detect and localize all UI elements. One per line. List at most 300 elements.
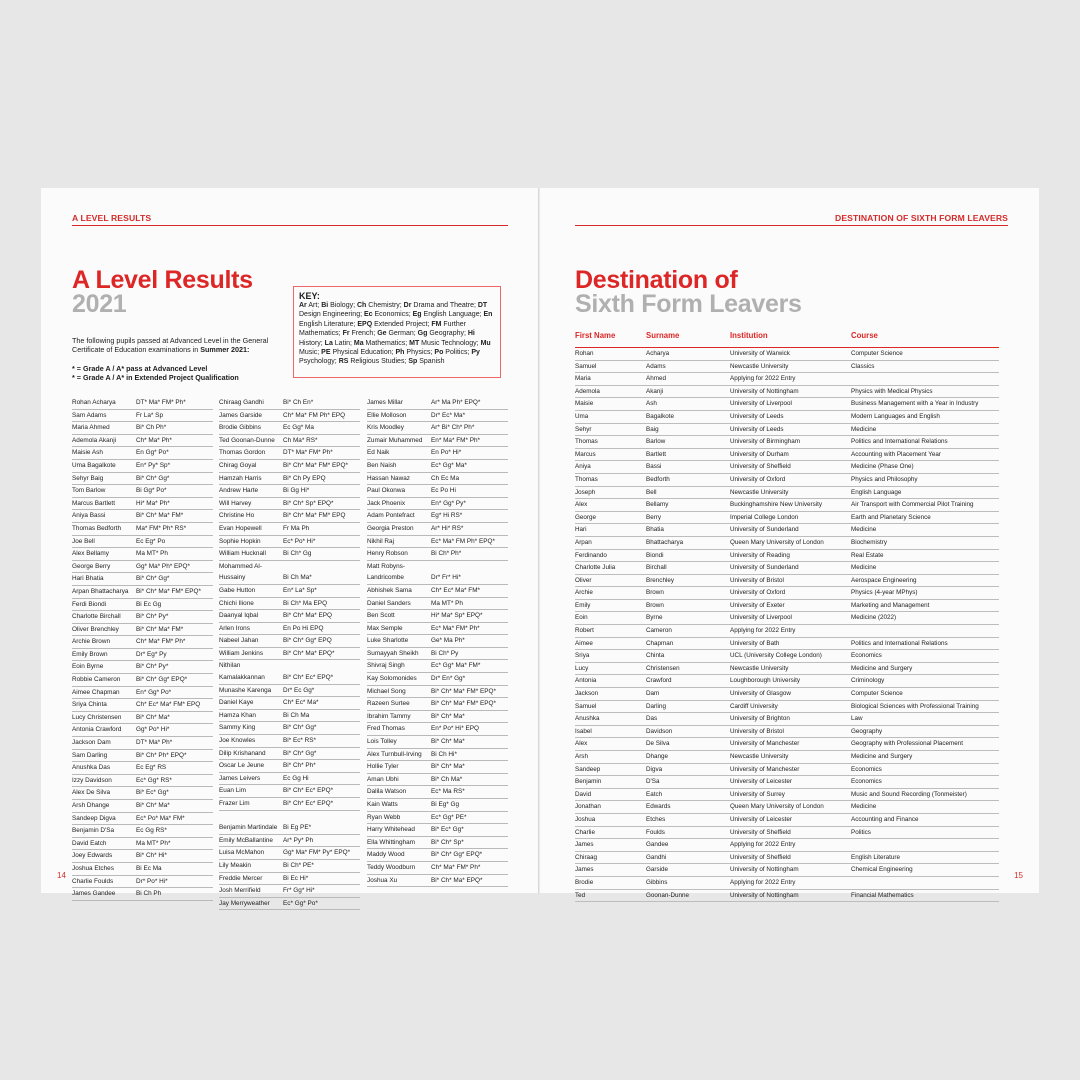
result-row — [72, 460, 213, 473]
first-name-cell: Isabel — [575, 727, 592, 735]
result-row — [367, 598, 508, 611]
surname-cell: Gandhi — [646, 853, 667, 861]
table-row — [575, 864, 999, 877]
course-cell: Chemical Engineering — [851, 866, 913, 874]
first-name-cell: Ferdinando — [575, 551, 607, 559]
pupil-name: Luke Sharlotte — [367, 637, 409, 645]
result-row — [367, 397, 508, 410]
result-row — [72, 737, 213, 750]
table-row — [575, 411, 999, 424]
first-name-cell: Emily — [575, 601, 591, 609]
pupil-name: Eoin Byrne — [72, 663, 104, 671]
course-cell: Classics — [851, 362, 875, 370]
pupil-name: Nabeel Jahan — [219, 637, 259, 645]
header-surname: Surname — [646, 331, 680, 340]
pupil-name: Charlie Foulds — [72, 877, 114, 885]
title-line-1: A Level Results — [72, 266, 253, 294]
course-cell: Medicine (Phase One) — [851, 463, 914, 471]
result-row — [367, 510, 508, 523]
pupil-grades: DT* Ma* FM* Ph* — [283, 449, 333, 457]
intro-bold: Summer 2021: — [200, 345, 250, 355]
result-row — [72, 573, 213, 586]
surname-cell: Bassi — [646, 463, 662, 471]
pupil-name: Aimee Chapman — [72, 688, 120, 696]
first-name-cell: Sehyr — [575, 425, 592, 433]
institution-cell: University of Leeds — [730, 412, 784, 420]
surname-cell: Adams — [646, 362, 666, 370]
surname-cell: Bartlett — [646, 450, 666, 458]
first-name-cell: Joseph — [575, 488, 596, 496]
pupil-name: Uma Bagalkote — [72, 461, 116, 469]
result-row — [72, 485, 213, 498]
course-cell: Economics — [851, 652, 882, 660]
pupil-grades: Ch* Ec* Ma* — [283, 699, 319, 707]
first-name-cell: Brodie — [575, 878, 594, 886]
first-name-cell: Ademola — [575, 387, 600, 395]
pupil-name: Gabe Hutton — [219, 586, 256, 594]
table-row — [575, 512, 999, 525]
pupil-grades: Bi* Ch* Ma* — [136, 713, 170, 721]
pupil-grades: DT* Ma* Ph* — [136, 739, 173, 747]
first-name-cell: Samuel — [575, 702, 597, 710]
institution-cell: Applying for 2022 Entry — [730, 841, 796, 849]
pupil-name: Aman Ubhi — [367, 775, 399, 783]
table-row — [575, 436, 999, 449]
pupil-grades: Bi* Ch Ph* — [136, 424, 167, 432]
result-row — [219, 485, 360, 498]
result-row — [367, 673, 508, 686]
pupil-grades: Ec* Ma RS* — [431, 788, 465, 796]
pupil-name: Kris Moodley — [367, 424, 404, 432]
pupil-name: Ibrahim Tammy — [367, 712, 411, 720]
institution-cell: UCL (University College London) — [730, 652, 822, 660]
pupil-name: Emily Brown — [72, 650, 108, 658]
course-cell: Marketing and Management — [851, 601, 930, 609]
pupil-name: Sehyr Baig — [72, 474, 104, 482]
course-cell: Air Transport with Commercial Pilot Training — [851, 501, 974, 509]
result-row — [72, 410, 213, 423]
pupil-grades: Eg* Hi RS* — [431, 512, 463, 520]
title-line-2: 2021 — [72, 290, 127, 318]
pupil-name: Zumair Muhammed — [367, 436, 423, 444]
result-row — [72, 586, 213, 599]
pupil-grades: Bi* Ch* Gg* — [283, 749, 317, 757]
result-row — [367, 635, 508, 648]
result-row — [367, 799, 508, 812]
surname-cell: Edwards — [646, 803, 671, 811]
result-row — [219, 598, 360, 611]
pupil-name: Joe Knowles — [219, 737, 256, 745]
result-row — [219, 811, 360, 835]
result-row — [367, 875, 508, 888]
pupil-grades: Bi Ch* Ma EPQ — [283, 599, 328, 607]
table-row — [575, 373, 999, 386]
result-row — [219, 410, 360, 423]
pupil-grades: Bi* Ch* Gg* EPQ — [283, 637, 332, 645]
table-row — [575, 386, 999, 399]
institution-cell: University of Birmingham — [730, 438, 800, 446]
pupil-grades: Bi* Ch* Gg* EPQ* — [136, 676, 188, 684]
result-row — [72, 447, 213, 460]
page-number: 14 — [57, 871, 66, 880]
course-cell: Biochemistry — [851, 538, 888, 546]
pupil-grades: Bi Ch* Py — [431, 649, 459, 657]
pupil-name: Sandeep Digva — [72, 814, 116, 822]
pupil-grades: Bi* Ch* Ma* EPQ* — [283, 649, 335, 657]
result-row — [367, 473, 508, 486]
result-row — [367, 585, 508, 598]
pupil-name: Freddie Mercer — [219, 874, 263, 882]
institution-cell: University of Leicester — [730, 778, 792, 786]
pupil-grades: Ch* Ma* FM* Ph* — [431, 863, 481, 871]
pupil-name: Paul Okonwa — [367, 487, 406, 495]
table-row — [575, 852, 999, 865]
pupil-name: Kay Solomonides — [367, 675, 417, 683]
result-row — [219, 697, 360, 710]
pupil-grades: Bi* Ch* Ma* FM* EPQ* — [431, 687, 496, 695]
surname-cell: D'Sa — [646, 778, 660, 786]
table-row — [575, 612, 999, 625]
pupil-grades: Ec* Ma* FM* Ph* — [431, 624, 480, 632]
pupil-name: Lucy Christensen — [72, 713, 122, 721]
header-course: Course — [851, 331, 878, 340]
pupil-grades: Gg* Ma* Ph* EPQ* — [136, 562, 190, 570]
course-cell: Economics — [851, 778, 882, 786]
pupil-grades: Ge* Ma Ph* — [431, 637, 465, 645]
surname-cell: Cameron — [646, 627, 672, 635]
pupil-name: Lois Tolley — [367, 738, 397, 746]
surname-cell: Ash — [646, 400, 657, 408]
pupil-grades: Gg* Ma* FM* Py* EPQ* — [283, 849, 351, 857]
table-row — [575, 562, 999, 575]
result-row — [219, 422, 360, 435]
page-number: 15 — [1014, 871, 1023, 880]
first-name-cell: Charlie — [575, 828, 595, 836]
table-row — [575, 738, 999, 751]
pupil-grades: Ec* Gg* PE* — [431, 813, 467, 821]
surname-cell: Das — [646, 715, 658, 723]
pupil-grades: Bi* Ec* Gg* — [431, 826, 464, 834]
result-row — [72, 813, 213, 826]
pupil-name: Ben Scott — [367, 612, 395, 620]
course-cell: Politics and International Relations — [851, 438, 948, 446]
pupil-grades: Bi Gg Hi* — [283, 487, 310, 495]
first-name-cell: George — [575, 513, 597, 521]
pupil-name: Joshua Etches — [72, 864, 114, 872]
institution-cell: University of Oxford — [730, 475, 786, 483]
pupil-name: Frazer Lim — [219, 800, 250, 807]
pupil-grades: Bi* Ec* RS* — [283, 737, 317, 745]
pupil-grades: En* Ma* FM* Ph* — [431, 436, 481, 444]
pupil-grades: Bi Ch Ph — [136, 890, 162, 898]
institution-cell: University of Bristol — [730, 727, 784, 735]
pupil-name: Sam Darling — [72, 751, 108, 759]
result-row — [367, 749, 508, 762]
pupil-name: Aniya Bassi — [72, 512, 106, 520]
first-name-cell: Benjamin — [575, 778, 602, 786]
pupil-name: Ryan Webb — [367, 813, 401, 821]
first-name-cell: Thomas — [575, 475, 598, 483]
pupil-name: Brodie Gibbins — [219, 424, 261, 432]
pupil-name: Lily Meakin — [219, 861, 251, 869]
pupil-name: Robbie Cameron — [72, 676, 121, 684]
pupil-name: Archie Brown — [72, 638, 111, 646]
first-name-cell: Maria — [575, 375, 591, 383]
pupil-grades: Ec* Gg* Ma* FM* — [431, 662, 481, 670]
destinations-table — [575, 331, 999, 902]
pupil-grades: En* Py* Sp* — [136, 461, 171, 469]
results-column-2 — [219, 397, 360, 910]
institution-cell: Buckinghamshire New University — [730, 501, 823, 509]
page-title — [575, 268, 802, 316]
institution-cell: University of Nottingham — [730, 866, 799, 874]
institution-cell: Newcastle University — [730, 488, 789, 496]
pupil-grades: Bi* Ch* Ec* EPQ* — [283, 800, 334, 807]
result-row — [219, 460, 360, 473]
pupil-grades: Bi* Ch Ma* — [431, 775, 463, 783]
course-cell: Physics with Medical Physics — [851, 387, 933, 395]
result-row — [72, 473, 213, 486]
pupil-grades: Bi* Ch* Ph* EPQ* — [136, 751, 187, 759]
header-first-name: First Name — [575, 331, 616, 340]
pupil-name: Ed Naik — [367, 449, 390, 457]
result-row — [219, 860, 360, 873]
course-cell: Modern Languages and English — [851, 412, 940, 420]
key-text: Ar Art; Bi Biology; Ch Chemistry; Dr Drama and Theatre; DT Design Engineering; Ec Economics; Eg English Language; En English Literature; EPQ Extended Project; FM Further Mathematics; Fr French; Ge German; Gg Geography; Hi History; La Latin; Ma Mathematics; MT Music Technology; Mu Music; PE Physical Education; Ph Physics; Po Politics; Py Psychology; RS Religious Studies; Sp Spanish — [299, 302, 493, 366]
result-row — [219, 885, 360, 898]
pupil-name: Teddy Woodburn — [367, 863, 416, 871]
pupil-grades: Ma MT* Ph* — [136, 839, 171, 847]
pupil-grades: Bi Gg* Po* — [136, 487, 167, 495]
pupil-grades: Ec* Gg* Po* — [283, 899, 318, 907]
result-row — [367, 460, 508, 473]
pupil-name: Joe Bell — [72, 537, 95, 545]
grade-note-2: * = Grade A / A* in Extended Project Qualification — [72, 373, 239, 383]
table-row — [575, 499, 999, 512]
pupil-grades: Fr Ma Ph — [283, 524, 310, 532]
pupil-name: Maisie Ash — [72, 449, 103, 457]
header-rule — [72, 225, 508, 226]
pupil-grades: Ec Po Hi — [431, 487, 456, 495]
result-row — [219, 847, 360, 860]
result-row — [219, 760, 360, 773]
pupil-name: Matt Robyns-Landricombe — [367, 562, 406, 582]
pupil-name: Ferdi Biondi — [72, 600, 107, 608]
table-row — [575, 474, 999, 487]
pupil-grades: Bi* Ch* Ma* FM* EPQ* — [431, 700, 496, 708]
pupil-name: Henry Robson — [367, 550, 408, 558]
grade-notes — [72, 364, 302, 383]
result-row — [367, 812, 508, 825]
pupil-name: James Garside — [219, 411, 262, 419]
table-row — [575, 461, 999, 474]
pupil-name: Alex De Silva — [72, 789, 111, 797]
result-row — [72, 498, 213, 511]
institution-cell: University of Nottingham — [730, 387, 799, 395]
result-row — [367, 723, 508, 736]
pupil-name: Alex Turnbull-Irving — [367, 750, 422, 758]
surname-cell: Bagalkote — [646, 412, 675, 420]
pupil-name: Michael Song — [367, 687, 406, 695]
surname-cell: Crawford — [646, 677, 672, 685]
pupil-grades: Bi Ch Hi* — [431, 750, 457, 758]
surname-cell: Akanji — [646, 387, 664, 395]
pupil-name: Sophie Hopkin — [219, 537, 261, 545]
pupil-name: Izzy Davidson — [72, 776, 112, 784]
pupil-grades: Gg* Po* Hi* — [136, 726, 170, 734]
result-row — [219, 735, 360, 748]
pupil-grades: En Gg* Po* — [136, 449, 169, 457]
surname-cell: Ahmed — [646, 375, 666, 383]
pupil-name: David Eatch — [72, 839, 107, 847]
pupil-grades: Bi Eg* Gg — [431, 801, 460, 808]
institution-cell: University of Sheffield — [730, 463, 791, 471]
surname-cell: Baig — [646, 425, 659, 433]
pupil-grades: Bi Ch* Ph* — [431, 550, 462, 558]
result-row — [367, 523, 508, 536]
table-row — [575, 764, 999, 777]
course-cell: Medicine — [851, 526, 877, 534]
result-row — [219, 660, 360, 684]
pupil-name: Benjamin D'Sa — [72, 827, 115, 835]
table-row — [575, 789, 999, 802]
running-head: DESTINATION OF SIXTH FORM LEAVERS — [835, 213, 1008, 223]
result-row — [367, 561, 508, 585]
course-cell: Computer Science — [851, 350, 903, 357]
first-name-cell: Jackson — [575, 690, 599, 698]
institution-cell: University of Reading — [730, 551, 790, 559]
course-cell: Financial Mathematics — [851, 891, 914, 899]
course-cell: Medicine — [851, 564, 877, 572]
course-cell — [851, 625, 999, 637]
first-name-cell: Samuel — [575, 362, 597, 370]
result-row — [72, 787, 213, 800]
institution-cell: University of Leicester — [730, 815, 792, 823]
pupil-name: Hamza Khan — [219, 711, 256, 719]
pupil-grades: Ec Gg Hi — [283, 774, 309, 782]
table-header — [575, 331, 999, 348]
pupil-name: James Gandee — [72, 890, 116, 898]
table-row — [575, 550, 999, 563]
course-cell: Medicine (2022) — [851, 614, 897, 622]
pupil-grades: Bi Ch* Gg — [283, 550, 312, 558]
left-page — [41, 188, 539, 907]
pupil-name: Euan Lim — [219, 787, 246, 795]
pupil-grades: Bi* Ch* Sp* EPQ* — [283, 499, 334, 507]
surname-cell: Foulds — [646, 828, 665, 836]
pupil-grades: Ec* Ma* FM Ph* EPQ* — [431, 537, 495, 545]
result-row — [72, 397, 213, 410]
header-institution: Institution — [730, 331, 768, 340]
result-row — [219, 447, 360, 460]
first-name-cell: Chiraag — [575, 853, 598, 861]
result-row — [72, 548, 213, 561]
result-row — [219, 685, 360, 698]
result-row — [72, 800, 213, 813]
table-row — [575, 801, 999, 814]
result-row — [367, 610, 508, 623]
result-row — [367, 435, 508, 448]
pupil-name: Arsh Dhange — [72, 802, 110, 809]
institution-cell: Applying for 2022 Entry — [730, 627, 796, 635]
table-row — [575, 424, 999, 437]
institution-cell: University of Glasgow — [730, 690, 791, 698]
course-cell: Aerospace Engineering — [851, 576, 917, 584]
pupil-name: Jackson Dam — [72, 739, 111, 747]
course-cell: Politics — [851, 828, 871, 836]
pupil-grades: Bi* Ch* Ma* — [136, 802, 170, 809]
table-row — [575, 663, 999, 676]
pupil-name: Anushka Das — [72, 764, 111, 772]
table-row — [575, 713, 999, 726]
result-row — [367, 786, 508, 799]
first-name-cell: Arsh — [575, 753, 588, 760]
result-row — [367, 698, 508, 711]
result-row — [72, 649, 213, 662]
pupil-grades: Bi Ch Ma* — [283, 574, 312, 582]
first-name-cell: Arpan — [575, 538, 592, 546]
result-row — [219, 710, 360, 723]
course-cell: English Literature — [851, 853, 901, 861]
first-name-cell: Alex — [575, 740, 588, 748]
first-name-cell: Sriya — [575, 652, 590, 660]
course-cell: Accounting with Placement Year — [851, 450, 941, 458]
pupil-grades: Ch* Ma* Ph* — [136, 436, 172, 444]
result-row — [72, 523, 213, 536]
pupil-name: Chiraag Gandhi — [219, 399, 264, 406]
pupil-grades: Ch Ma* RS* — [283, 436, 318, 444]
result-row — [72, 750, 213, 763]
pupil-name: Daanyal Iqbal — [219, 612, 259, 620]
surname-cell: Bhattacharya — [646, 538, 684, 546]
pupil-name: James Leivers — [219, 774, 261, 782]
pupil-grades: Dr* Eg* Py — [136, 650, 167, 658]
result-row — [367, 447, 508, 460]
pupil-grades: Bi* Ch* Gg* — [283, 724, 317, 732]
surname-cell: Chinta — [646, 652, 665, 660]
table-row — [575, 600, 999, 613]
result-row — [367, 686, 508, 699]
result-row — [72, 724, 213, 737]
first-name-cell: Uma — [575, 412, 589, 420]
pupil-name: George Berry — [72, 562, 111, 570]
pupil-grades: Bi* Ch* Ma* FM* EPQ* — [136, 587, 201, 595]
pupil-grades: En* Gg* Po* — [136, 688, 172, 696]
pupil-name: Arpan Bhattacharya — [72, 587, 129, 595]
result-row — [219, 635, 360, 648]
pupil-grades: Ch Ec Ma — [431, 474, 460, 482]
institution-cell: Applying for 2022 Entry — [730, 878, 796, 886]
first-name-cell: Archie — [575, 589, 593, 597]
page-title — [72, 268, 253, 316]
table-row — [575, 650, 999, 663]
pupil-grades: En Po Hi EPQ — [283, 624, 324, 632]
pupil-name: Adam Pontefract — [367, 512, 415, 520]
pupil-name: Josh Merrifield — [219, 887, 261, 895]
result-row — [219, 785, 360, 798]
pupil-grades: Bi* Ch* Ma* EPQ* — [431, 876, 483, 884]
pupil-grades: Bi* Ch* Ma* FM* EPQ — [283, 512, 346, 520]
result-row — [219, 798, 360, 811]
pupil-grades: Ec Eg* Po — [136, 537, 166, 545]
pupil-grades: DT* Ma* FM* Ph* — [136, 399, 186, 406]
first-name-cell: Sandeep — [575, 765, 601, 773]
pupil-name: Hari Bhatia — [72, 575, 104, 583]
pupil-name: Benjamin Martindale — [219, 824, 278, 832]
surname-cell: Byrne — [646, 614, 663, 622]
table-row — [575, 537, 999, 550]
first-name-cell: Marcus — [575, 450, 596, 458]
